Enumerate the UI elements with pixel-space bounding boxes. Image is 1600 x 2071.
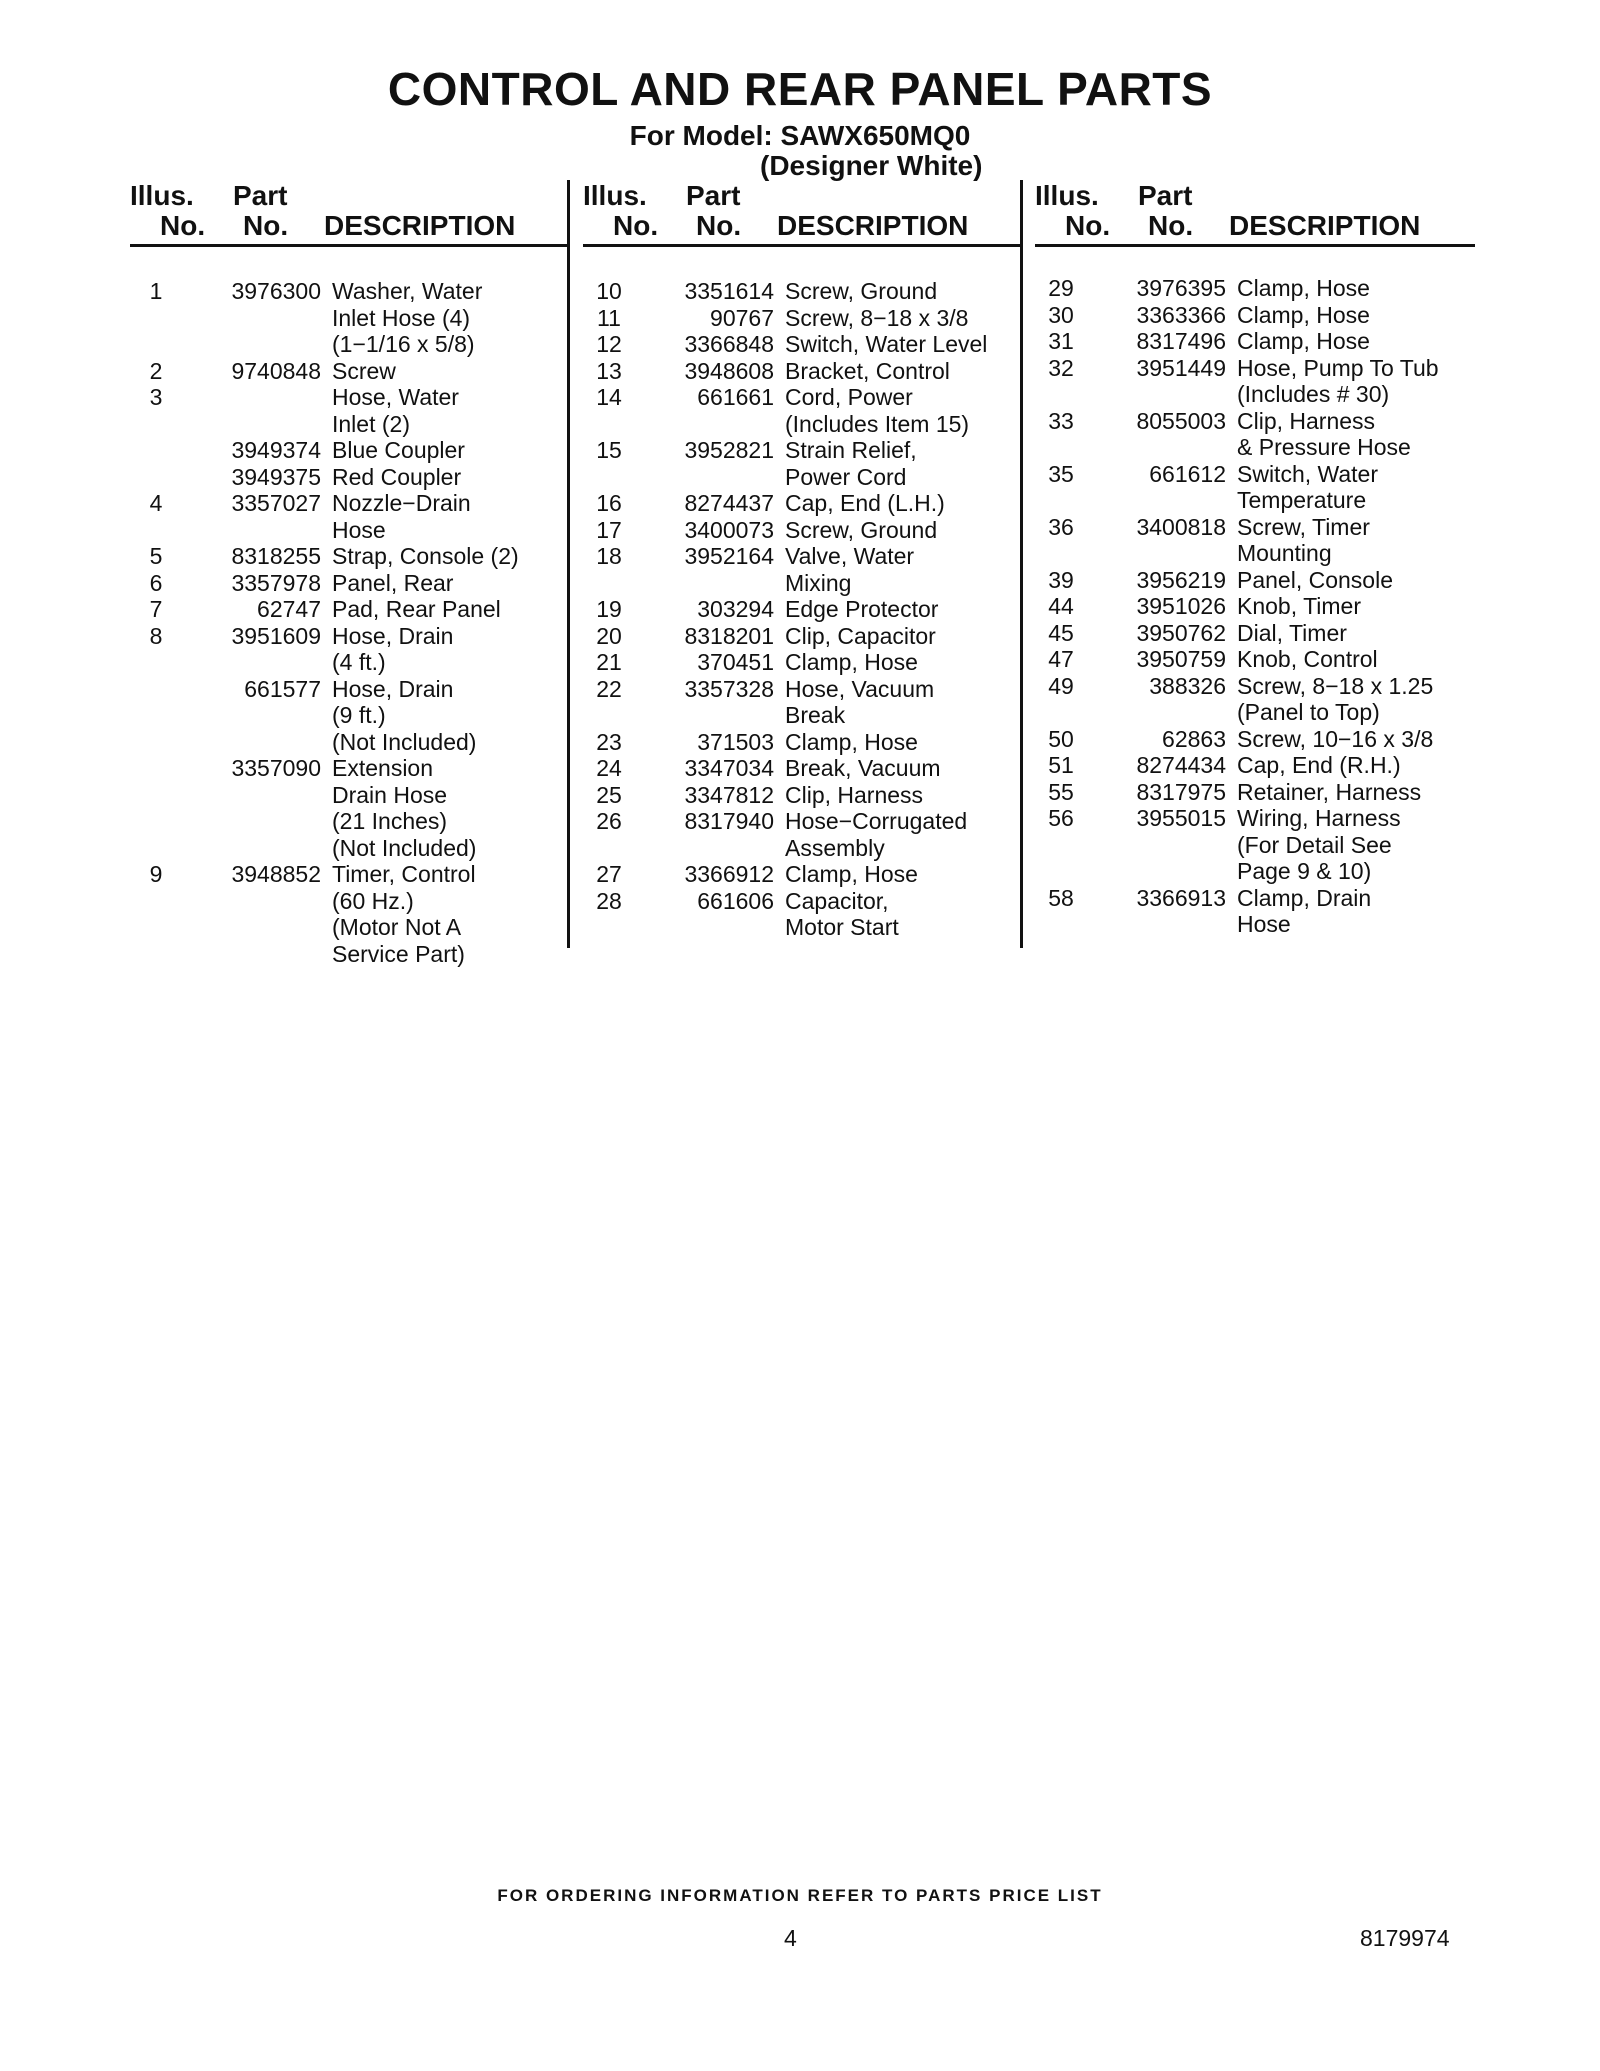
table-row — [130, 835, 570, 861]
table-row — [130, 358, 570, 384]
description-header: DESCRIPTION — [1229, 210, 1421, 241]
part-number: 3951026 — [1136, 593, 1226, 619]
illus-number: 9 — [149, 861, 163, 887]
part-number: 3366912 — [684, 861, 774, 887]
illus-number: 56 — [1048, 805, 1074, 831]
part-description: Motor Start — [785, 914, 899, 940]
part-description: Switch, Water Level — [785, 331, 988, 357]
part-description: Assembly — [785, 834, 885, 861]
part-number: 8274437 — [684, 490, 774, 516]
part-number: 3952164 — [684, 543, 774, 569]
part-description: Clamp, Hose — [785, 649, 918, 675]
part-number: 303294 — [697, 596, 774, 622]
table-row — [130, 543, 570, 569]
illus-number: 27 — [596, 861, 622, 887]
part-description: Strap, Console (2) — [332, 543, 519, 569]
part-description: (Not Included) — [332, 728, 477, 755]
part-description: Hose, Drain — [332, 622, 454, 649]
table-row — [583, 517, 1023, 543]
part-number: 3363366 — [1136, 301, 1226, 328]
part-description: (Not Included) — [332, 834, 477, 861]
model-number: For Model: SAWX650MQ0 — [629, 120, 971, 151]
illus-number: 7 — [149, 596, 163, 622]
part-description: (Panel to Top) — [1237, 699, 1380, 725]
part-number: 3400818 — [1136, 513, 1226, 540]
illus-number: 26 — [596, 808, 622, 834]
table-row — [130, 411, 570, 437]
table-row — [583, 543, 1023, 569]
parts-column-1 — [130, 180, 570, 967]
illus-number: 5 — [149, 543, 163, 569]
part-description: Hose — [1237, 911, 1291, 937]
table-row — [1035, 911, 1475, 937]
illus-number: 17 — [596, 516, 622, 543]
part-description: Mounting — [1237, 540, 1332, 566]
part-description: Wiring, Harness — [1237, 805, 1401, 831]
part-description: Cord, Power — [785, 384, 913, 410]
illus-header-top: Illus. — [1035, 180, 1099, 211]
illus-number: 36 — [1048, 513, 1074, 540]
part-number: 3951449 — [1136, 354, 1226, 381]
illus-header-bottom: No. — [1065, 210, 1111, 241]
table-row — [130, 888, 570, 914]
table-row — [130, 384, 570, 410]
part-description: Hose, Water — [332, 384, 459, 410]
part-description: (60 Hz.) — [332, 887, 414, 914]
table-row — [1035, 699, 1475, 725]
table-row — [130, 914, 570, 940]
part-description: Extension — [332, 755, 434, 781]
table-row — [1035, 832, 1475, 858]
part-description: Pad, Rear Panel — [332, 596, 501, 622]
model-variant: (Designer White) — [760, 150, 983, 181]
part-description: Drain Hose — [332, 781, 448, 808]
illus-number: 11 — [597, 304, 621, 331]
illus-number: 6 — [149, 569, 163, 596]
table-row — [1035, 646, 1475, 672]
table-row — [1035, 885, 1475, 911]
illus-number: 50 — [1048, 725, 1074, 752]
table-row — [130, 729, 570, 755]
part-description: Clamp, Drain — [1237, 884, 1372, 911]
table-row — [1035, 355, 1475, 381]
part-number: 3366913 — [1136, 884, 1226, 911]
table-row — [1035, 620, 1475, 646]
table-row — [1035, 461, 1475, 487]
table-row — [130, 702, 570, 728]
table-row — [583, 305, 1023, 331]
illus-number: 13 — [596, 357, 622, 384]
table-row — [130, 861, 570, 887]
parts-column-2 — [583, 180, 1023, 940]
part-description: Break, Vacuum — [785, 755, 941, 781]
part-description: Red Coupler — [332, 463, 462, 490]
table-row — [130, 464, 570, 490]
illus-number: 22 — [596, 675, 622, 702]
part-description: Page 9 & 10) — [1237, 858, 1372, 884]
part-description: Hose, Pump To Tub — [1237, 354, 1439, 381]
part-header-bottom: No. — [243, 210, 289, 241]
illus-number: 28 — [596, 887, 622, 914]
part-description: Valve, Water — [785, 543, 915, 569]
table-row — [583, 570, 1023, 596]
part-description: (Motor Not A — [332, 914, 462, 940]
part-number: 3955015 — [1136, 805, 1226, 831]
table-row — [1035, 434, 1475, 460]
illus-header-top: Illus. — [583, 180, 647, 211]
part-number: 8317496 — [1136, 328, 1226, 354]
part-description: Blue Coupler — [332, 437, 465, 463]
table-row — [583, 649, 1023, 675]
part-header-bottom: No. — [696, 210, 742, 241]
part-number: 3951609 — [231, 622, 321, 649]
part-number: 8055003 — [1136, 407, 1226, 434]
part-number: 3400073 — [684, 516, 774, 543]
part-description: (21 Inches) — [332, 808, 448, 834]
part-number: 3976300 — [231, 278, 321, 304]
document-number: 8179974 — [1360, 1925, 1450, 1951]
column-divider — [567, 180, 570, 948]
ordering-note: FOR ORDERING INFORMATION REFER TO PARTS PRICE LIST — [497, 1886, 1103, 1905]
illus-number: 14 — [596, 384, 622, 410]
illus-number: 21 — [596, 649, 622, 675]
part-description: Nozzle−Drain — [332, 490, 471, 516]
part-description: Mixing — [785, 569, 852, 596]
illus-number: 4 — [149, 490, 163, 516]
illus-number: 1 — [149, 278, 163, 304]
table-row — [583, 808, 1023, 834]
part-description: Hose, Drain — [332, 675, 454, 702]
illus-number: 49 — [1048, 672, 1074, 699]
part-description: Temperature — [1237, 487, 1367, 513]
description-header: DESCRIPTION — [777, 210, 969, 241]
illus-number: 45 — [1048, 619, 1074, 646]
part-description: Hose−Corrugated — [785, 808, 968, 834]
part-description: Knob, Control — [1237, 646, 1378, 672]
part-description: Hose — [332, 516, 386, 543]
illus-number: 3 — [149, 384, 163, 410]
illus-number: 44 — [1048, 593, 1074, 619]
part-description: Switch, Water — [1237, 460, 1379, 487]
part-description: (Includes Item 15) — [785, 410, 970, 437]
illus-number: 16 — [596, 490, 622, 516]
table-row — [1035, 567, 1475, 593]
part-description: Service Part) — [332, 940, 465, 967]
illus-number: 12 — [596, 331, 622, 357]
table-row — [1035, 726, 1475, 752]
part-description: Clamp, Hose — [1237, 328, 1370, 354]
part-number: 661577 — [244, 675, 321, 702]
part-number: 3950762 — [1136, 619, 1226, 646]
table-row — [583, 888, 1023, 914]
page-title: CONTROL AND REAR PANEL PARTS — [387, 63, 1213, 115]
table-row — [583, 358, 1023, 384]
part-number: 9740848 — [231, 357, 321, 384]
table-row — [583, 278, 1023, 304]
table-row — [1035, 514, 1475, 540]
part-description: Screw — [332, 357, 396, 384]
part-description: Panel, Rear — [332, 569, 454, 596]
table-row — [583, 437, 1023, 463]
part-number: 661661 — [697, 384, 774, 410]
part-number: 62747 — [257, 596, 321, 622]
table-row — [1035, 805, 1475, 831]
part-header-top: Part — [1138, 180, 1193, 211]
part-description: Clip, Harness — [1237, 407, 1376, 434]
part-description: Screw, Ground — [785, 278, 938, 304]
table-row — [583, 623, 1023, 649]
part-number: 3357978 — [231, 569, 321, 596]
illus-number: 30 — [1048, 301, 1074, 328]
illus-number: 25 — [596, 781, 622, 808]
part-number: 661606 — [697, 887, 774, 914]
part-number: 3357090 — [231, 755, 321, 781]
part-number: 8318201 — [684, 622, 774, 649]
part-description: Clip, Capacitor — [785, 622, 936, 649]
part-number: 3351614 — [684, 278, 774, 304]
table-row — [1035, 752, 1475, 778]
part-number: 90767 — [710, 304, 774, 331]
part-description: (For Detail See — [1237, 831, 1392, 858]
part-number: 370451 — [697, 649, 774, 675]
illus-header-top: Illus. — [130, 180, 194, 211]
table-row — [130, 623, 570, 649]
illus-number: 33 — [1048, 407, 1074, 434]
part-number: 3949375 — [231, 463, 321, 490]
table-row — [130, 782, 570, 808]
part-description: (1−1/16 x 5/8) — [332, 331, 475, 357]
table-row — [583, 782, 1023, 808]
column-divider — [1020, 180, 1023, 948]
part-description: Bracket, Control — [785, 357, 950, 384]
table-row — [1035, 275, 1475, 301]
table-row — [130, 278, 570, 304]
illus-number: 58 — [1048, 884, 1074, 911]
part-description: (9 ft.) — [332, 702, 386, 728]
part-description: Screw, Timer — [1237, 513, 1370, 540]
illus-number: 35 — [1048, 460, 1074, 487]
part-description: Break — [785, 702, 846, 728]
column-header — [1035, 180, 1475, 247]
part-header-bottom: No. — [1148, 210, 1194, 241]
table-row — [583, 490, 1023, 516]
table-row — [583, 702, 1023, 728]
part-description: Clamp, Hose — [785, 861, 918, 887]
part-number: 62863 — [1162, 725, 1226, 752]
part-description: Inlet (2) — [332, 410, 410, 437]
part-number: 8317975 — [1136, 778, 1226, 805]
part-number: 8318255 — [231, 543, 321, 569]
parts-column-3 — [1035, 180, 1475, 937]
part-number: 3347034 — [684, 755, 774, 781]
part-number: 388326 — [1149, 672, 1226, 699]
part-description: Power Cord — [785, 463, 907, 490]
table-row — [130, 517, 570, 543]
table-row — [583, 729, 1023, 755]
part-number: 3366848 — [684, 331, 774, 357]
table-row — [130, 649, 570, 675]
illus-number: 55 — [1048, 778, 1074, 805]
illus-number: 18 — [596, 543, 622, 569]
part-number: 371503 — [697, 728, 774, 755]
part-description: Screw, Ground — [785, 516, 938, 543]
part-description: Hose, Vacuum — [785, 675, 935, 702]
part-description: Clamp, Hose — [1237, 275, 1370, 301]
table-row — [130, 808, 570, 834]
part-description: Capacitor, — [785, 887, 889, 914]
table-row — [130, 755, 570, 781]
illus-number: 15 — [596, 437, 622, 463]
table-row — [583, 676, 1023, 702]
part-description: Cap, End (R.H.) — [1237, 752, 1401, 778]
part-description: (Includes # 30) — [1237, 381, 1390, 407]
illus-header-bottom: No. — [160, 210, 206, 241]
table-row — [130, 941, 570, 967]
illus-number: 19 — [596, 596, 622, 622]
table-row — [583, 384, 1023, 410]
part-description: Clamp, Hose — [785, 728, 918, 755]
table-row — [583, 411, 1023, 437]
part-number: 661612 — [1149, 460, 1226, 487]
table-row — [1035, 779, 1475, 805]
illus-number: 23 — [596, 728, 622, 755]
table-row — [130, 570, 570, 596]
illus-number: 2 — [149, 357, 163, 384]
table-row — [1035, 593, 1475, 619]
part-description: Panel, Console — [1237, 566, 1393, 593]
table-row — [583, 596, 1023, 622]
illus-number: 31 — [1048, 328, 1074, 354]
part-number: 3976395 — [1136, 275, 1226, 301]
part-number: 3357027 — [231, 490, 321, 516]
illus-number: 10 — [596, 278, 622, 304]
table-row — [130, 437, 570, 463]
part-description: Screw, 8−18 x 1.25 — [1237, 672, 1434, 699]
page-number: 4 — [784, 1925, 797, 1951]
table-row — [583, 464, 1023, 490]
part-description: Dial, Timer — [1237, 619, 1347, 646]
table-row — [1035, 540, 1475, 566]
part-description: Edge Protector — [785, 596, 939, 622]
part-description: Screw, 8−18 x 3/8 — [785, 304, 969, 331]
illus-header-bottom: No. — [613, 210, 659, 241]
part-description: & Pressure Hose — [1237, 434, 1411, 460]
table-row — [583, 755, 1023, 781]
part-description: Cap, End (L.H.) — [785, 490, 945, 516]
table-row — [583, 331, 1023, 357]
part-number: 3948608 — [684, 357, 774, 384]
illus-number: 20 — [596, 622, 622, 649]
part-description: Clip, Harness — [785, 781, 924, 808]
table-row — [130, 331, 570, 357]
part-description: Screw, 10−16 x 3/8 — [1237, 725, 1434, 752]
part-number: 3956219 — [1136, 566, 1226, 593]
column-header — [583, 180, 1023, 247]
table-row — [1035, 487, 1475, 513]
table-row — [1035, 408, 1475, 434]
part-number: 8274434 — [1136, 752, 1226, 778]
part-header-top: Part — [233, 180, 288, 211]
table-row — [583, 861, 1023, 887]
part-description: Strain Relief, — [785, 437, 917, 463]
illus-number: 8 — [149, 622, 163, 649]
part-description: Retainer, Harness — [1237, 778, 1422, 805]
table-row — [130, 305, 570, 331]
part-number: 3347812 — [684, 781, 774, 808]
illus-number: 51 — [1048, 752, 1074, 778]
part-number: 3950759 — [1136, 646, 1226, 672]
illus-number: 39 — [1048, 566, 1074, 593]
table-row — [1035, 673, 1475, 699]
part-number: 3952821 — [684, 437, 774, 463]
table-row — [1035, 302, 1475, 328]
table-row — [130, 490, 570, 516]
part-description: Inlet Hose (4) — [332, 304, 471, 331]
description-header: DESCRIPTION — [324, 210, 516, 241]
part-description: Knob, Timer — [1237, 593, 1361, 619]
table-row — [1035, 328, 1475, 354]
part-header-top: Part — [686, 180, 741, 211]
part-description: Washer, Water — [332, 278, 483, 304]
table-row — [1035, 858, 1475, 884]
table-row — [130, 596, 570, 622]
part-number: 3949374 — [231, 437, 321, 463]
part-description: Timer, Control — [332, 861, 476, 887]
part-description: (4 ft.) — [332, 649, 386, 675]
table-row — [583, 835, 1023, 861]
illus-number: 29 — [1048, 275, 1074, 301]
part-number: 3357328 — [684, 675, 774, 702]
illus-number: 32 — [1048, 354, 1074, 381]
table-row — [130, 676, 570, 702]
illus-number: 24 — [596, 755, 622, 781]
illus-number: 47 — [1048, 646, 1074, 672]
column-header — [130, 180, 570, 247]
part-description: Clamp, Hose — [1237, 301, 1370, 328]
table-row — [1035, 381, 1475, 407]
part-number: 8317940 — [684, 808, 774, 834]
table-row — [583, 914, 1023, 940]
part-number: 3948852 — [231, 861, 321, 887]
